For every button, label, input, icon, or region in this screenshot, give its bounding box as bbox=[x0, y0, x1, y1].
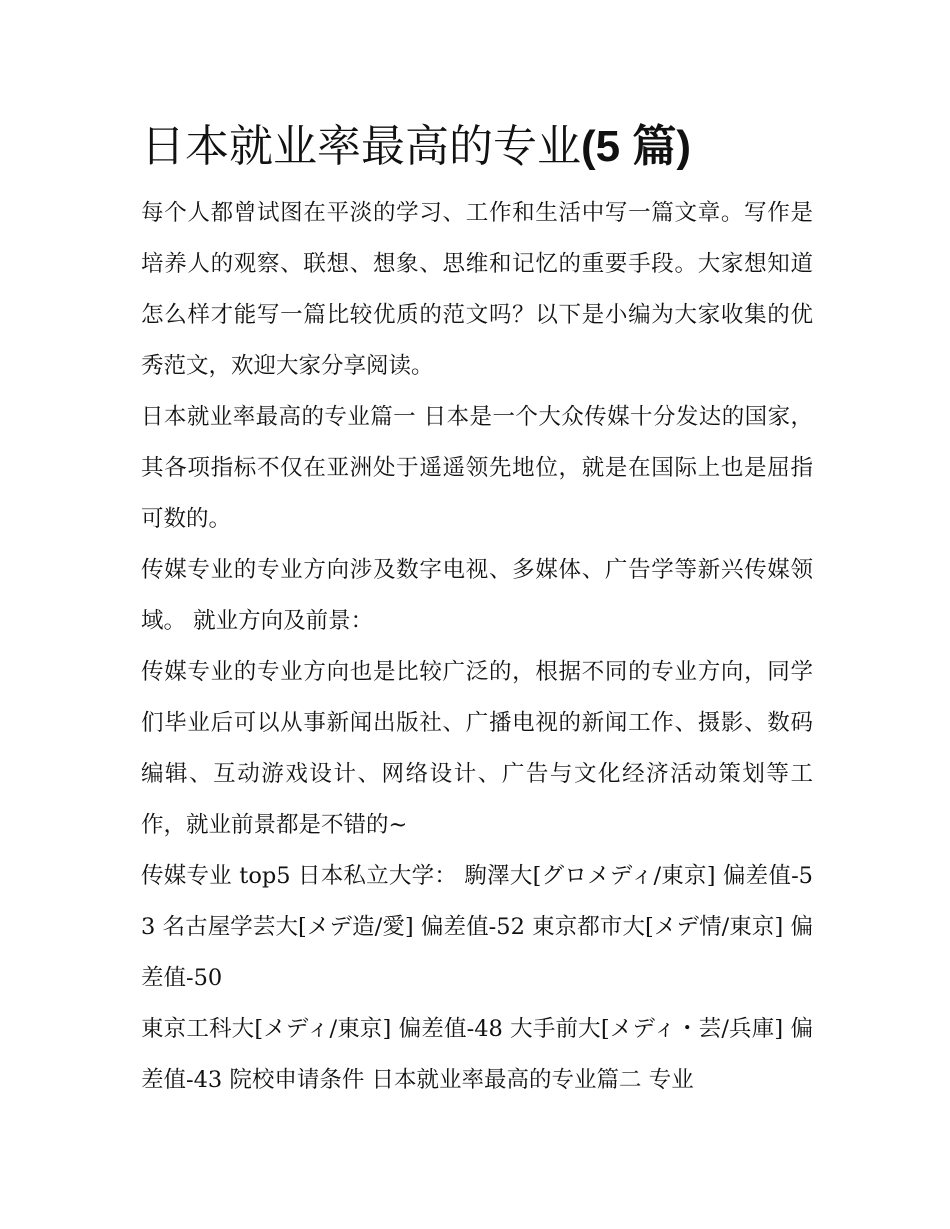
paragraph-4: 传媒专业 top5 日本私立大学： 駒澤大[グロメディ/東京] 偏差值-53 名古屋学芸大[メデ造/愛] 偏差值-52 東京都市大[メデ情/東京] 偏差值-50 bbox=[141, 863, 813, 991]
paragraph-1: 日本就业率最高的专业篇一 日本是一个大众传媒十分发达的国家，其各项指标不仅在亚洲处于遥遥领先地位，就是在国际上也是屈指可数的。 bbox=[141, 404, 813, 532]
title-suffix: (5 篇) bbox=[581, 122, 691, 171]
title-main: 日本就业率最高的专业 bbox=[141, 121, 581, 172]
paragraph-5: 東京工科大[メディ/東京] 偏差值-48 大手前大[メディ・芸/兵庫] 偏差值-43 院校申请条件 日本就业率最高的专业篇二 专业 bbox=[141, 1016, 813, 1093]
paragraph-intro: 每个人都曾试图在平淡的学习、工作和生活中写一篇文章。写作是培养人的观察、联想、想象、思维和记忆的重要手段。大家想知道怎么样才能写一篇比较优质的范文吗？以下是小编为大家收集的优秀范文，欢迎大家分享阅读。 bbox=[141, 200, 813, 379]
document-title bbox=[141, 112, 813, 182]
paragraph-2: 传媒专业的专业方向涉及数字电视、多媒体、广告学等新兴传媒领域。 就业方向及前景： bbox=[141, 557, 813, 634]
paragraph-3: 传媒专业的专业方向也是比较广泛的，根据不同的专业方向，同学们毕业后可以从事新闻出版社、广播电视的新闻工作、摄影、数码编辑、互动游戏设计、网络设计、广告与文化经济活动策划等工作，就业前景都是不错的~ bbox=[141, 659, 813, 838]
document-page bbox=[141, 112, 813, 1106]
